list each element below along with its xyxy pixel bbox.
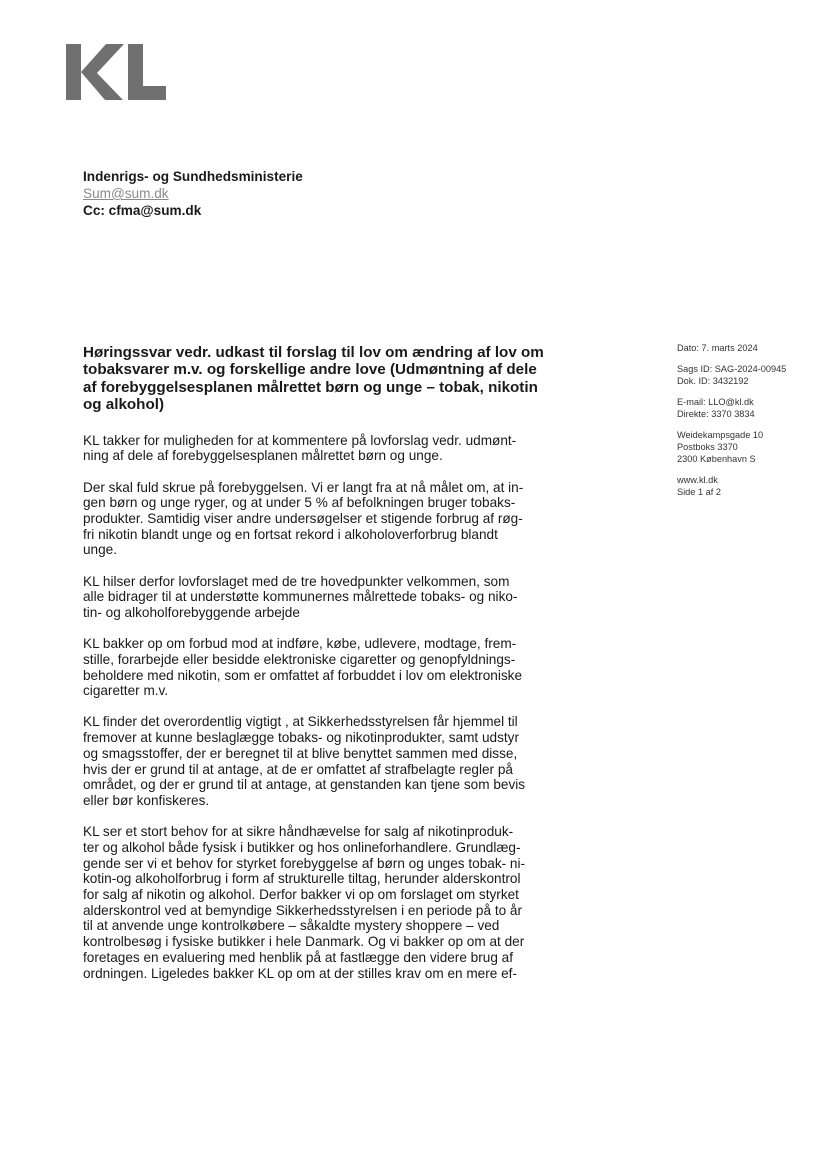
text-line: KL bakker op om forbud mod at indføre, købe, udlevere, modtage, frem- [83,636,517,652]
doc-id-line: Dok. ID: 3432192 [677,376,749,386]
text-line: KL finder det overordentlig vigtigt , at Sikkerhedsstyrelsen får hjemmel til [83,714,518,730]
paragraph [83,824,563,981]
recipient-name: Indenrigs- og Sundhedsministerie [83,169,303,184]
title-line: af forebyggelsesplanen målrettet børn og unge – tobak, nikotin [83,378,538,396]
text-line: gen børn og unge ryger, og at under 5 % af befolkningen bruger tobaks- [83,495,516,511]
paragraph [83,636,563,699]
email-line: E-mail: LLO@kl.dk [677,397,754,407]
recipient-email[interactable]: Sum@sum.dk [83,186,169,201]
text-line: unge. [83,542,118,558]
paragraph [83,714,563,808]
text-line: KL takker for muligheden for at kommentere på lovforslag vedr. udmønt- [83,432,517,448]
text-line: KL hilser derfor lovforslaget med de tre hovedpunkter velkommen, som [83,573,510,589]
document-meta-sidebar [677,342,786,507]
text-line: kontrolbesøg i fysiske butikker i hele Danmark. Og vi bakker op om at der [83,934,525,950]
text-line: fremover at kunne beslaglægge tobaks- og nikotinprodukter, samt udstyr [83,730,519,746]
letter-body [83,344,563,997]
text-line: beholdere med nikotin, som er omfattet af forbuddet i lov om elektroniske [83,667,523,683]
text-line: til at anvende unge kontrolkøbere – såkaldte mystery shoppere – ved [83,918,500,934]
address-line-1: Weidekampsgade 10 [677,430,764,440]
paragraph [83,480,563,559]
text-line: alderskontrol ved at bemyndige Sikkerhedsstyrelsen i en periode på to år [83,902,523,918]
recipient-cc: Cc: cfma@sum.dk [83,203,202,218]
text-line: Der skal fuld skrue på forebyggelsen. Vi er langt fra at nå målet om, at in- [83,479,524,495]
kl-logo [66,42,166,102]
text-line: ordningen. Ligeledes bakker KL op om at der stilles krav om en mere ef- [83,965,517,981]
id-block [677,363,786,387]
recipient-block [83,168,303,219]
web-block [677,474,786,498]
title-line: Høringssvar vedr. udkast til forslag til lov om ændring af lov om [83,344,544,361]
contact-block [677,396,786,420]
address-line-2: Postboks 3370 [677,442,738,452]
text-line: gende ser vi et behov for styrket forebyggelse af børn og unges tobak- ni- [83,855,526,871]
text-line: for salg af nikotin og alkohol. Derfor bakker vi op om forslaget om styrket [83,887,519,902]
text-line: alle bidrager til at understøtte kommunernes målrettede tobaks- og niko- [83,589,518,605]
address-block [677,429,786,465]
text-line: ning af dele af forebyggelsesplanen målrettet børn og unge. [83,448,443,464]
date-block [677,342,786,354]
address-line-3: 2300 København S [677,454,756,464]
text-line: KL ser et stort behov for at sikre håndhævelse for salg af nikotinproduk- [83,824,514,840]
website-line[interactable]: www.kl.dk [677,475,718,485]
text-line: kotin-og alkoholforbrug i form af strukturelle tiltag, herunder alderskontrol [83,871,521,887]
text-line: foretages en evaluering med henblik på at fastlægge den videre brug af [83,949,513,965]
date-line: Dato: 7. marts 2024 [677,343,758,353]
title-line: tobaksvarer m.v. og forskellige andre love (Udmøntning af dele [83,361,537,379]
case-id-line: Sags ID: SAG-2024-00945 [677,364,787,374]
text-line: ter og alkohol både fysisk i butikker og hos onlineforhandlere. Grundlæg- [83,839,521,855]
paragraph [83,433,563,464]
text-line: cigaretter m.v. [83,683,169,699]
direct-line: Direkte: 3370 3834 [677,409,755,419]
text-line: området, og der er grund til at antage, at genstanden kan tjene som bevis [83,777,526,793]
text-line: produkter. Samtidig viser andre undersøgelser et stigende forbrug af røg- [83,510,523,526]
page-number: Side 1 af 2 [677,487,721,497]
text-line: hvis der er grund til at antage, at de er omfattet af strafbelagte regler på [83,761,513,777]
letter-title [83,344,563,414]
text-line: tin- og alkoholforebyggende arbejde [83,604,300,620]
text-line: fri nikotin blandt unge og en fortsat rekord i alkoholoverforbrug blandt [83,526,498,542]
paragraph [83,574,563,621]
text-line: eller bør konfiskeres. [83,792,210,808]
title-line: og alkohol) [83,396,164,414]
text-line: stille, forarbejde eller besidde elektroniske cigaretter og genopfyldnings- [83,651,516,667]
text-line: og smagsstoffer, der er beregnet til at blive benyttet sammen med disse, [83,745,518,761]
